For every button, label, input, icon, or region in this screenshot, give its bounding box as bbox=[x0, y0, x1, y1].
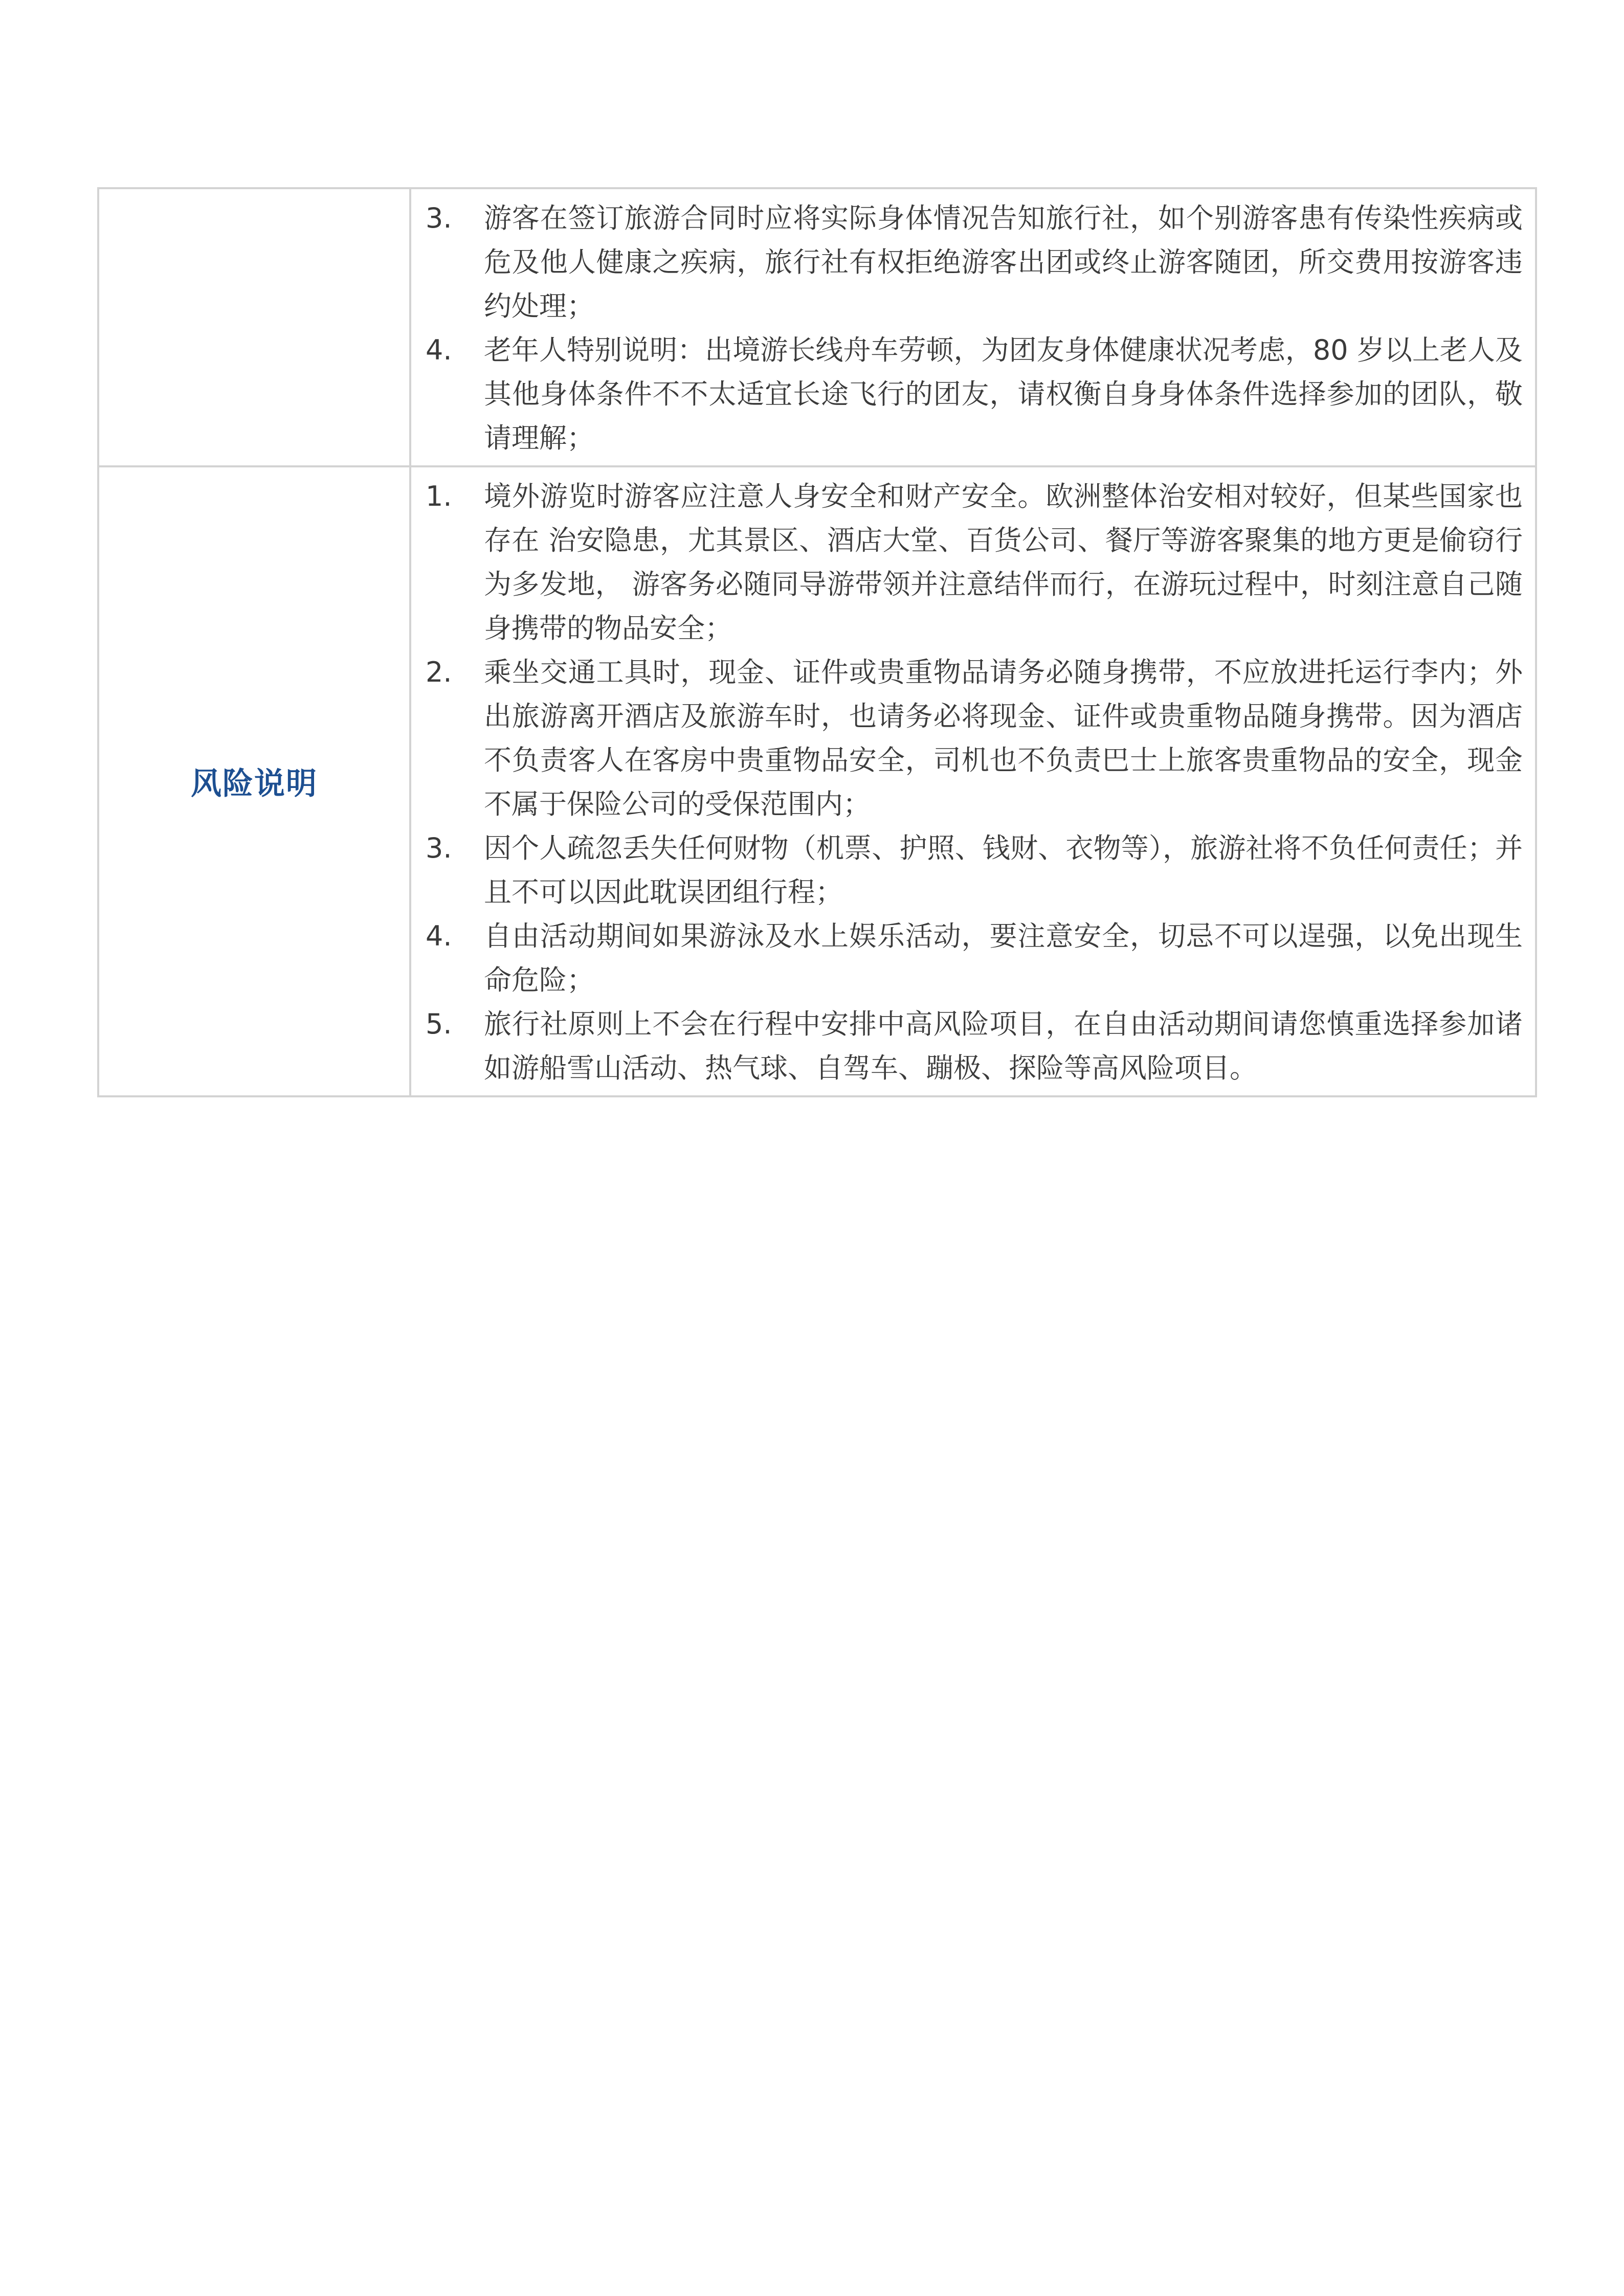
item-text: 游客在签订旅游合同时应将实际身体情况告知旅行社，如个别游客患有传染性疾病或危及他人健康之疾病，旅行社有权拒绝游客出团或终止游客随团，所交费用按游客违约处理； bbox=[484, 202, 1523, 322]
item-number: 3. bbox=[426, 202, 452, 234]
item-text: 乘坐交通工具时，现金、证件或贵重物品请务必随身携带，不应放进托运行李内；外出旅游离开酒店及旅游车时，也请务必将现金、证件或贵重物品随身携带。因为酒店不负责客人在客房中贵重物品安全，司机也不负责巴士上旅客贵重物品的安全，现金不属于保险公司的受保范围内； bbox=[484, 656, 1523, 820]
row-label-cell bbox=[98, 466, 410, 1096]
item-number: 5. bbox=[426, 1008, 452, 1040]
list-item bbox=[426, 1002, 1523, 1090]
table-row bbox=[98, 188, 1536, 466]
section-label-risk: 风险说明 bbox=[191, 766, 318, 802]
notice-table bbox=[97, 187, 1537, 1097]
list-item bbox=[426, 475, 1523, 650]
item-number: 4. bbox=[426, 920, 452, 952]
list-item bbox=[426, 914, 1523, 1002]
item-text: 因个人疏忽丢失任何财物（机票、护照、钱财、衣物等），旅游社将不负任何责任；并且不可以因此耽误团组行程； bbox=[484, 832, 1523, 908]
list-item bbox=[426, 650, 1523, 826]
row-label-cell-empty bbox=[98, 188, 410, 466]
item-number: 2. bbox=[426, 656, 452, 688]
list-item bbox=[426, 196, 1523, 328]
list-item bbox=[426, 328, 1523, 460]
item-number: 1. bbox=[426, 480, 452, 512]
item-number: 4. bbox=[426, 334, 452, 366]
row-content-cell bbox=[410, 466, 1536, 1096]
item-text: 老年人特别说明：出境游长线舟车劳顿，为团友身体健康状况考虑，80 岁以上老人及其他身体条件不不太适宜长途飞行的团友，请权衡自身身体条件选择参加的团队，敬请理解； bbox=[484, 334, 1523, 454]
table-row bbox=[98, 466, 1536, 1096]
row-content-cell bbox=[410, 188, 1536, 466]
item-text: 境外游览时游客应注意人身安全和财产安全。欧洲整体治安相对较好，但某些国家也存在 治安隐患，尤其景区、酒店大堂、百货公司、餐厅等游客聚集的地方更是偷窃行为多发地， 游客务必随同导游带领并注意结伴而行，在游玩过程中，时刻注意自己随身携带的物品安全； bbox=[484, 480, 1523, 644]
item-number: 3. bbox=[426, 832, 452, 864]
item-text: 旅行社原则上不会在行程中安排中高风险项目，在自由活动期间请您慎重选择参加诸如游船雪山活动、热气球、自驾车、蹦极、探险等高风险项目。 bbox=[484, 1008, 1523, 1084]
item-text: 自由活动期间如果游泳及水上娱乐活动，要注意安全，切忌不可以逞强，以免出现生命危险； bbox=[484, 920, 1523, 996]
list-item bbox=[426, 826, 1523, 914]
